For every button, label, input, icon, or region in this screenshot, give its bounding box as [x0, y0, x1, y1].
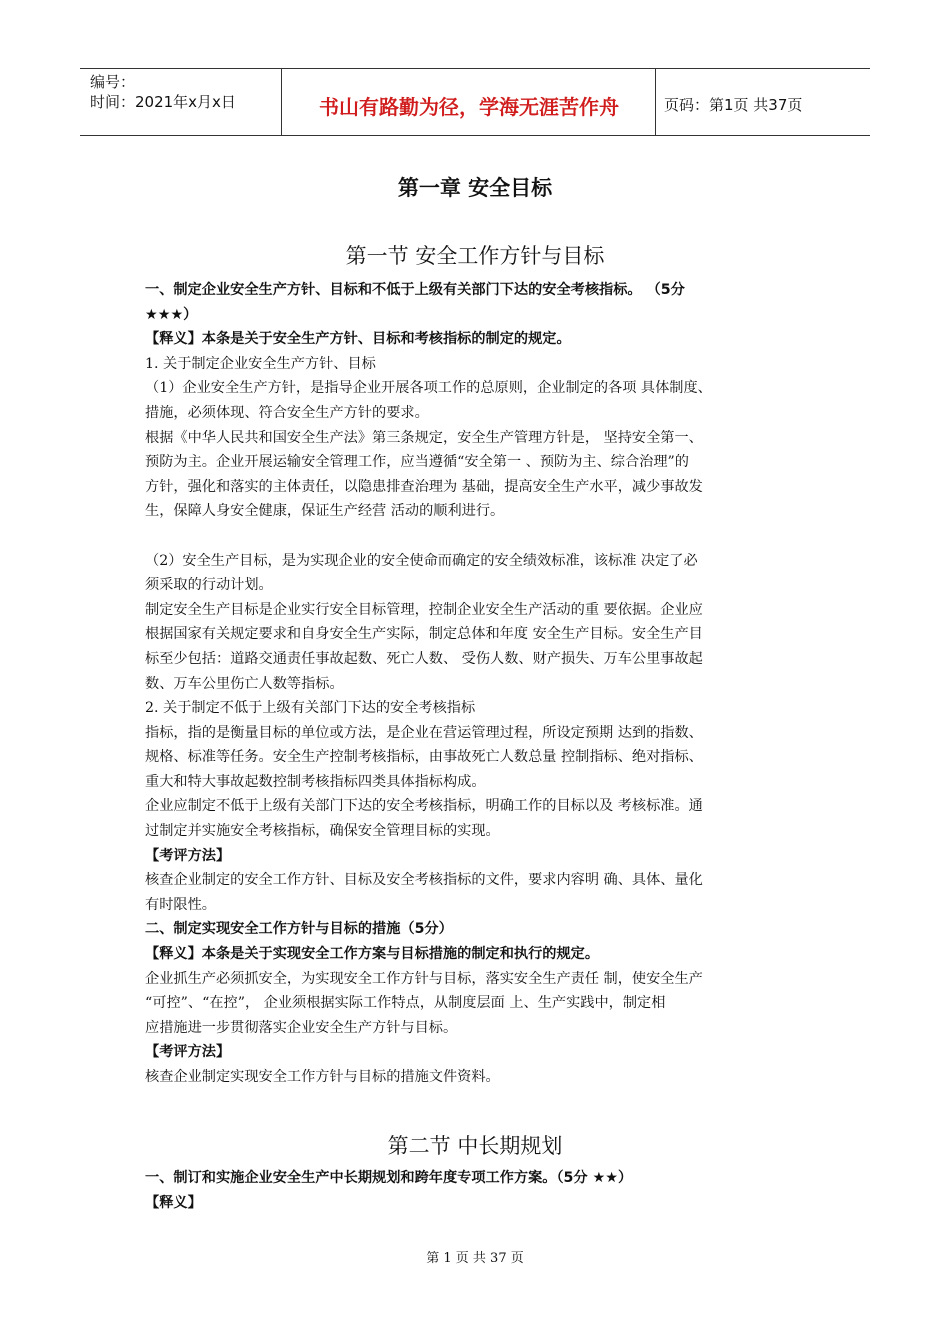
text-line: 过制定并实施安全考核指标，确保安全管理目标的实现。	[145, 823, 500, 840]
document-date: 时间：2021年x月x日	[90, 93, 236, 111]
text-line: 预防为主。企业开展运输安全管理工作，应当遵循“安全第一 、预防为主、综合治理”的	[145, 454, 689, 471]
text-line: 1. 关于制定企业安全生产方针、目标	[145, 355, 376, 372]
header-motto: 书山有路勤为径，学海无涯苦作舟	[319, 95, 619, 119]
text-line: 一、制订和实施企业安全生产中长期规划和跨年度专项工作方案。（5分 ★★）	[145, 1170, 633, 1186]
text-line: 企业抓生产必须抓安全，为实现安全工作方针与目标，落实安全生产责任 制，使安全生产	[145, 970, 703, 987]
text-line: 二、制定实现安全工作方针与目标的措施（5分）	[145, 921, 453, 938]
text-line: 核查企业制定实现安全工作方针与目标的措施文件资料。	[145, 1069, 500, 1085]
text-line: （1）企业安全生产方针，是指导企业开展各项工作的总原则，企业制定的各项 具体制度、	[145, 380, 712, 397]
text-line: 生，保障人身安全健康，保证生产经营 活动的顺利进行。	[145, 503, 505, 520]
text-line: 指标，指的是衡量目标的单位或方法，是企业在营运管理过程，所设定预期 达到的指数、	[145, 724, 703, 741]
text-line: 方针，强化和落实的主体责任，以隐患排查治理为 基础，提高安全生产水平，减少事故发	[145, 478, 703, 495]
text-line: 应措施进一步贯彻落实企业安全生产方针与目标。	[145, 1019, 458, 1036]
page-info: 页码：第1页 共37页	[664, 96, 803, 114]
text-line: 【释义】本条是关于实现安全工作方案与目标措施的制定和执行的规定。	[145, 946, 600, 963]
header-bottom-border	[80, 135, 870, 136]
text-line: “可控”、“在控”， 企业须根据实际工作特点，从制度层面 上、生产实践中，制定相	[145, 995, 666, 1012]
text-line: （2）安全生产目标，是为实现企业的安全使命而确定的安全绩效标准，该标准 决定了必	[145, 552, 698, 569]
text-line: 【释义】	[145, 1194, 202, 1211]
text-line: ★★★）	[145, 306, 198, 323]
text-line: 2. 关于制定不低于上级有关部门下达的安全考核指标	[145, 700, 476, 717]
text-line: 措施，必须体现、符合安全生产方针的要求。	[145, 404, 429, 421]
text-line: 重大和特大事故起数控制考核指标四类具体指标构成。	[145, 773, 486, 790]
text-line: 企业应制定不低于上级有关部门下达的安全考核指标，明确工作的目标以及 考核标准。通	[145, 798, 703, 815]
text-line: 须采取的行动计划。	[145, 577, 273, 594]
header-divider-left	[281, 68, 282, 136]
section-body	[145, 278, 815, 1090]
text-line: 【考评方法】	[145, 847, 231, 864]
text-line: 有时限性。	[145, 896, 216, 913]
text-line: 核查企业制定的安全工作方针、目标及安全考核指标的文件，要求内容明 确、具体、量化	[145, 872, 703, 889]
header-divider-right	[655, 68, 656, 136]
text-line: 【考评方法】	[145, 1044, 231, 1061]
text-line: 标至少包括：道路交通责任事故起数、死亡人数、 受伤人数、财产损失、万车公里事故起	[145, 650, 703, 667]
text-line: 根据《中华人民共和国安全生产法》第三条规定，安全生产管理方针是， 坚持安全第一、	[145, 429, 703, 446]
chapter-title: 第一章 安全目标	[397, 176, 553, 200]
document-number-label: 编号：	[90, 73, 136, 91]
text-line: 一、制定企业安全生产方针、目标和不低于上级有关部门下达的安全考核指标。 （5分	[145, 282, 685, 298]
text-line: 数、万车公里伤亡人数等指标。	[145, 675, 344, 692]
section-title: 第一节 安全工作方针与目标	[345, 244, 605, 268]
text-line: 根据国家有关规定要求和自身安全生产实际，制定总体和年度 安全生产目标。安全生产目	[145, 626, 703, 643]
blank-line	[145, 524, 815, 549]
section-body	[145, 1166, 815, 1215]
section-title: 第二节 中长期规划	[387, 1134, 563, 1158]
text-line: 规格、标准等任务。安全生产控制考核指标，由事故死亡人数总量 控制指标、绝对指标、	[145, 749, 703, 766]
page-footer: 第 1 页 共 37 页	[426, 1251, 524, 1266]
header-top-border	[80, 68, 870, 69]
text-line: 制定安全生产目标是企业实行安全目标管理，控制企业安全生产活动的重 要依据。企业应	[145, 601, 703, 618]
text-line: 【释义】本条是关于安全生产方针、目标和考核指标的制定的规定。	[145, 331, 571, 348]
